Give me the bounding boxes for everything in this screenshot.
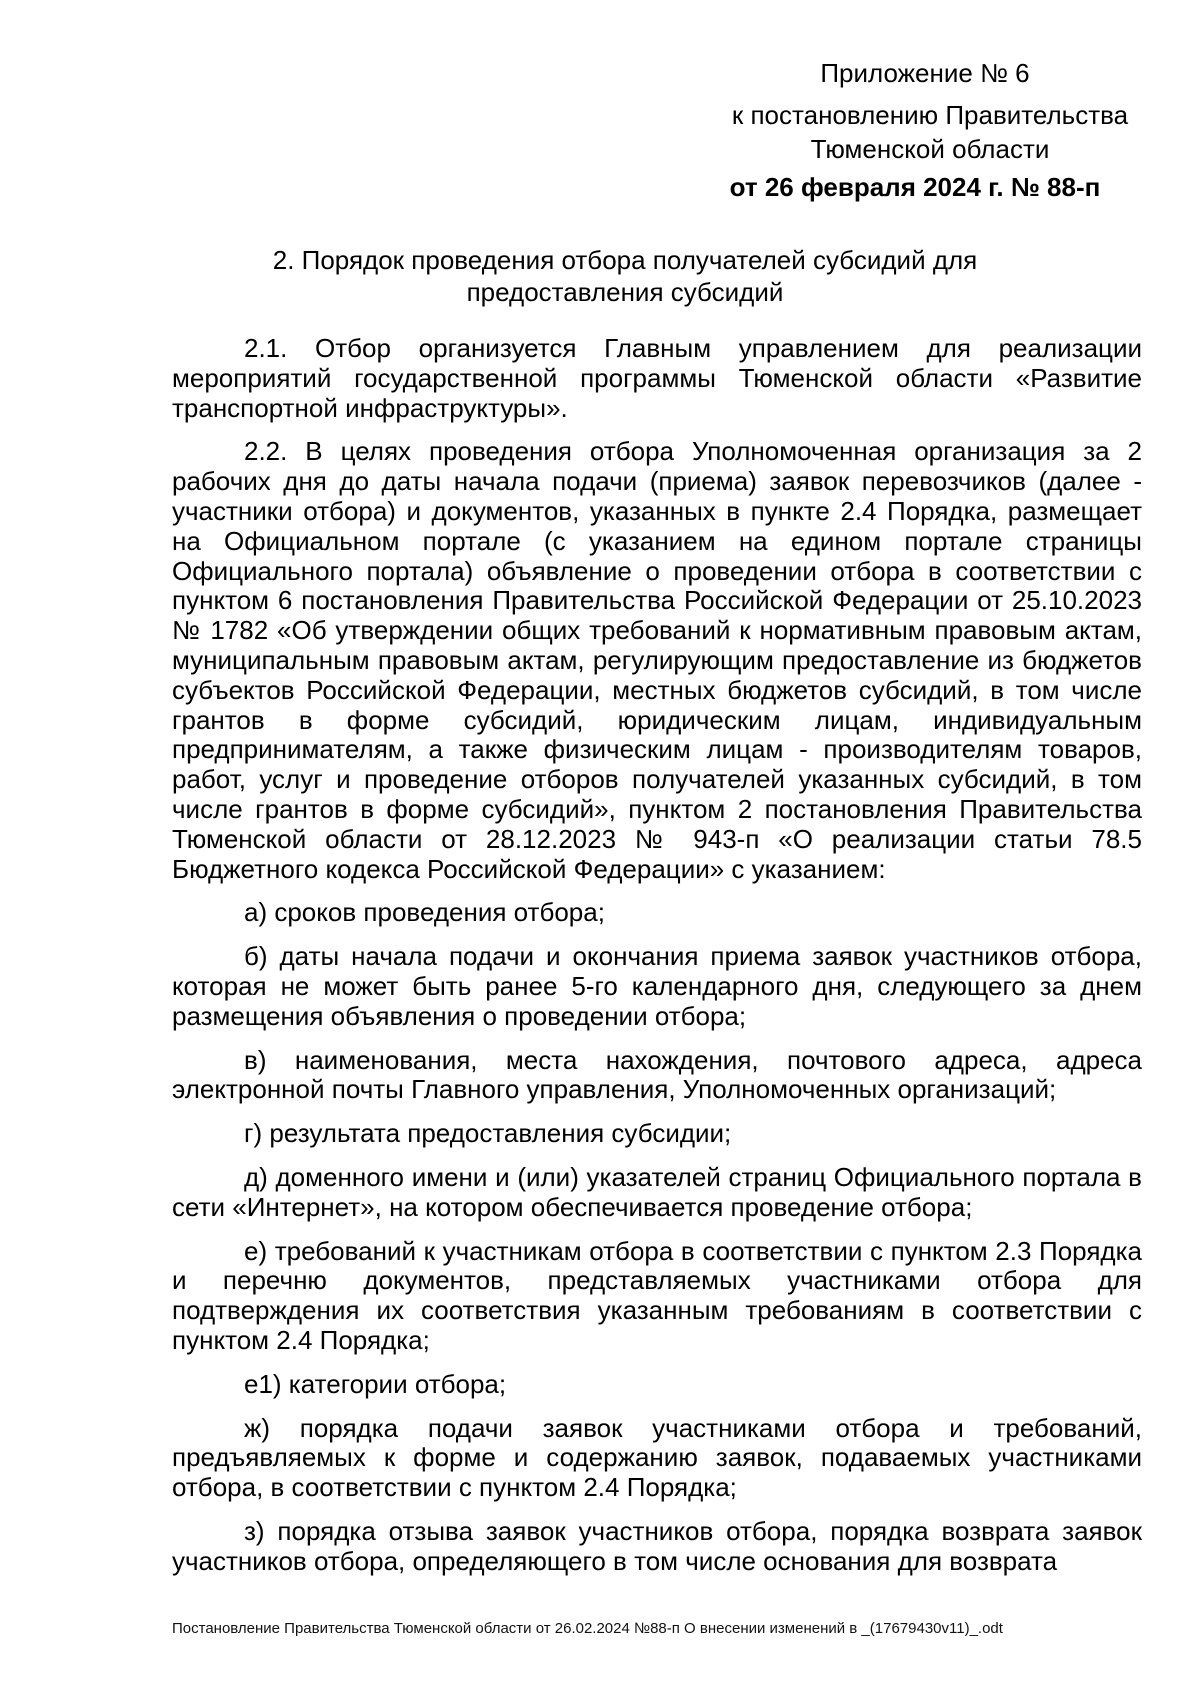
paragraph-2-2: 2.2. В целях проведения отбора Уполномоченная организация за 2 рабочих дня до даты начала подачи (приема) заявок перевозчиков (далее - участники отбора) и документов, указанных в пункте 2.4 Порядка, размещает на Официальном портале (с указанием на едином портале страницы Официального портала) объявление о проведении отбора в соответствии с пунктом 6 постановления Правительства Российской Федерации от 25.10.2023 № 1782 «Об утверждении общих требований к нормативным правовым актам, муниципальным правовым актам, регулирующим предоставление из бюджетов субъектов Российской Федерации, местных бюджетов субсидий, в том числе грантов в форме субсидий, юридическим лицам, индивидуальным предпринимателям, а также физическим лицам - производителям товаров, работ, услуг и проведение отборов получателей указанных субсидий, в том числе грантов в форме субсидий», пунктом 2 постановления Правительства Тюменской области от 28.12.2023 № 943-п «О реализации статьи 78.5 Бюджетного кодекса Российской Федерации» с указанием: — [172, 436, 1142, 884]
paragraph-2-1: 2.1. Отбор организуется Главным управлением для реализации мероприятий государственной программы Тюменской области «Развитие транспортной инфраструктуры». — [172, 333, 1142, 423]
list-item-g: г) результата предоставления субсидии; — [244, 1118, 732, 1149]
list-item-d: д) доменного имени и (или) указателей страниц Официального портала в сети «Интернет», на котором обеспечивается проведение отбора; — [172, 1161, 1142, 1222]
list-item-z: з) порядка отзыва заявок участников отбора, порядка возврата заявок участников отбора, определяющего в том числе основания для возврата — [172, 1515, 1142, 1576]
list-item-e: е) требований к участникам отбора в соответствии с пунктом 2.3 Порядка и перечню документов, представляемых участниками отбора для подтверждения их соответствия указанным требованиям в соответствии с пунктом 2.4 Порядка; — [172, 1235, 1142, 1355]
appendix-label: Приложение № 6 — [820, 58, 1030, 88]
page-footer: Постановление Правительства Тюменской области от 26.02.2024 №88-п О внесении изменений в _(17679430v11)_.odt — [172, 1620, 1003, 1637]
resolution-reference: к постановлению Правительства Тюменской области — [731, 100, 1129, 164]
list-item-e1: е1) категории отбора; — [244, 1368, 507, 1399]
document-body — [172, 334, 1142, 1576]
resolution-date-number: от 26 февраля 2024 г. № 88-п — [729, 172, 1101, 202]
list-item-zh: ж) порядка подачи заявок участниками отбора и требований, предъявляемых к форме и содержанию заявок, подаваемых участниками отбора, в соответствии с пунктом 2.4 Порядка; — [172, 1412, 1142, 1503]
list-item-v: в) наименования, места нахождения, почтового адреса, адреса электронной почты Главного управления, Уполномоченных организаций; — [172, 1044, 1142, 1105]
section-title: 2. Порядок проведения отбора получателей субсидий для предоставления субсидий — [272, 245, 978, 307]
list-item-a: а) сроков проведения отбора; — [244, 897, 605, 928]
list-item-b: б) даты начала подачи и окончания приема заявок участников отбора, которая не может быть ранее 5-го календарного дня, следующего за днем размещения объявления о проведении отбора; — [172, 941, 1142, 1031]
